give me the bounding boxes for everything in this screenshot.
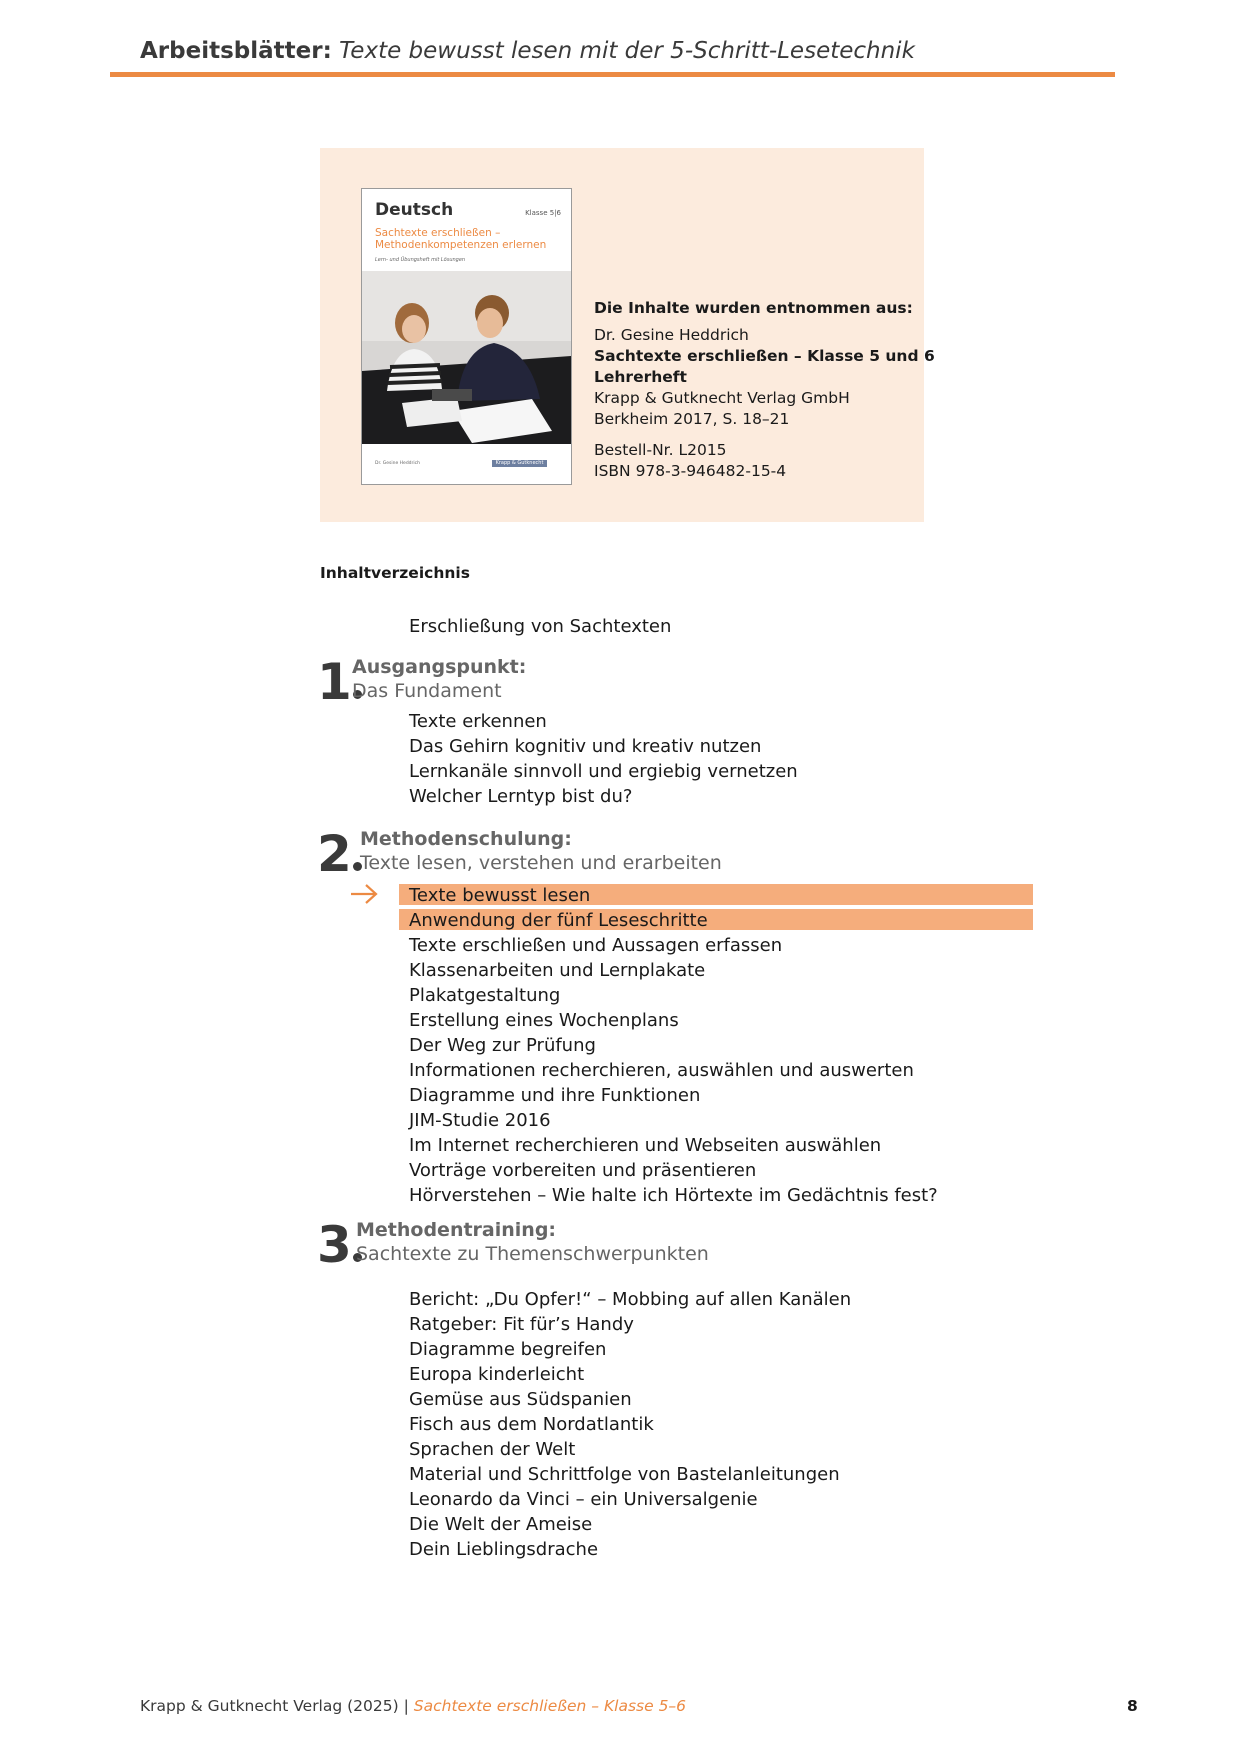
toc-item: Dein Lieblingsdrache bbox=[409, 1539, 599, 1560]
book-cover bbox=[361, 188, 572, 485]
cover-title-line1: Sachtexte erschließen – bbox=[375, 227, 501, 239]
section-1-subtitle: Das Fundament bbox=[352, 680, 502, 702]
toc-item: Texte erschließen und Aussagen erfassen bbox=[409, 935, 783, 956]
source-title: Sachtexte erschließen – Klasse 5 und 6 bbox=[594, 347, 935, 365]
cover-publisher-logo: Krapp & Gutknecht bbox=[492, 460, 547, 467]
toc-item: Europa kinderleicht bbox=[409, 1364, 585, 1385]
source-place: Berkheim 2017, S. 18–21 bbox=[594, 410, 790, 428]
toc-item: JIM-Studie 2016 bbox=[409, 1110, 551, 1131]
toc-item: Diagramme und ihre Funktionen bbox=[409, 1085, 701, 1106]
toc-item: Material und Schrittfolge von Bastelanleitungen bbox=[409, 1464, 840, 1485]
arrow-right-icon bbox=[349, 882, 379, 906]
toc-item-highlighted: Anwendung der fünf Leseschritte bbox=[409, 910, 708, 931]
toc-item: Fisch aus dem Nordatlantik bbox=[409, 1414, 654, 1435]
source-author: Dr. Gesine Heddrich bbox=[594, 326, 749, 344]
page-header bbox=[140, 38, 915, 64]
toc-item: Diagramme begreifen bbox=[409, 1339, 607, 1360]
toc-item: Informationen recherchieren, auswählen und auswerten bbox=[409, 1060, 914, 1081]
toc-item: Die Welt der Ameise bbox=[409, 1514, 593, 1535]
header-title: Texte bewusst lesen mit der 5-Schritt-Lesetechnik bbox=[339, 38, 915, 64]
toc-item: Der Weg zur Prüfung bbox=[409, 1035, 596, 1056]
cover-author: Dr. Gesine Heddrich bbox=[375, 461, 420, 466]
source-isbn: ISBN 978-3-946482-15-4 bbox=[594, 462, 787, 480]
cover-title bbox=[375, 227, 565, 251]
section-3-number: 3 bbox=[317, 1221, 362, 1269]
cover-subject: Deutsch bbox=[375, 200, 454, 220]
toc-item: Leonardo da Vinci – ein Universalgenie bbox=[409, 1489, 758, 1510]
cover-grade: Klasse 5|6 bbox=[525, 209, 561, 217]
header-rule bbox=[110, 72, 1115, 77]
toc-item: Klassenarbeiten und Lernplakate bbox=[409, 960, 706, 981]
footer-publisher: Krapp & Gutknecht Verlag (2025) | bbox=[140, 1697, 409, 1715]
toc-item: Erstellung eines Wochenplans bbox=[409, 1010, 679, 1031]
toc-item: Das Gehirn kognitiv und kreativ nutzen bbox=[409, 736, 762, 757]
section-2-number: 2 bbox=[317, 830, 362, 878]
toc-item: Bericht: „Du Opfer!“ – Mobbing auf allen Kanälen bbox=[409, 1289, 852, 1310]
source-publisher: Krapp & Gutknecht Verlag GmbH bbox=[594, 389, 850, 407]
toc-item: Im Internet recherchieren und Webseiten auswählen bbox=[409, 1135, 882, 1156]
toc-item: Ratgeber: Fit für’s Handy bbox=[409, 1314, 634, 1335]
source-info bbox=[594, 298, 935, 482]
cover-photo bbox=[362, 271, 571, 444]
toc-item: Plakatgestaltung bbox=[409, 985, 561, 1006]
page-footer bbox=[140, 1697, 686, 1715]
toc-item: Texte erkennen bbox=[409, 711, 547, 732]
source-order-no: Bestell-Nr. L2015 bbox=[594, 441, 727, 459]
section-2-subtitle: Texte lesen, verstehen und erarbeiten bbox=[360, 852, 722, 874]
section-1-number: 1 bbox=[317, 658, 362, 706]
page-number: 8 bbox=[1127, 1697, 1138, 1715]
toc-item-highlighted: Texte bewusst lesen bbox=[409, 885, 591, 906]
toc-item: Vorträge vorbereiten und präsentieren bbox=[409, 1160, 757, 1181]
section-2-title: Methodenschulung: bbox=[360, 828, 572, 850]
toc-item: Gemüse aus Südspanien bbox=[409, 1389, 632, 1410]
section-3-subtitle: Sachtexte zu Themenschwerpunkten bbox=[356, 1243, 709, 1265]
source-edition: Lehrerheft bbox=[594, 368, 687, 386]
cover-title-line2: Methodenkompetenzen erlernen bbox=[375, 239, 547, 251]
header-label: Arbeitsblätter: bbox=[140, 38, 332, 64]
toc-intro-item: Erschließung von Sachtexten bbox=[409, 616, 672, 637]
toc-item: Welcher Lerntyp bist du? bbox=[409, 786, 633, 807]
toc-item: Hörverstehen – Wie halte ich Hörtexte im Gedächtnis fest? bbox=[409, 1185, 938, 1206]
toc-heading: Inhaltverzeichnis bbox=[320, 564, 470, 582]
cover-subtitle: Lern- und Übungsheft mit Lösungen bbox=[375, 257, 466, 263]
toc-item: Sprachen der Welt bbox=[409, 1439, 576, 1460]
footer-book-title: Sachtexte erschließen – Klasse 5–6 bbox=[413, 1697, 687, 1715]
toc-item: Lernkanäle sinnvoll und ergiebig vernetzen bbox=[409, 761, 798, 782]
section-1-title: Ausgangspunkt: bbox=[352, 656, 527, 678]
source-intro: Die Inhalte wurden entnommen aus: bbox=[594, 299, 913, 317]
section-3-title: Methodentraining: bbox=[356, 1219, 557, 1241]
